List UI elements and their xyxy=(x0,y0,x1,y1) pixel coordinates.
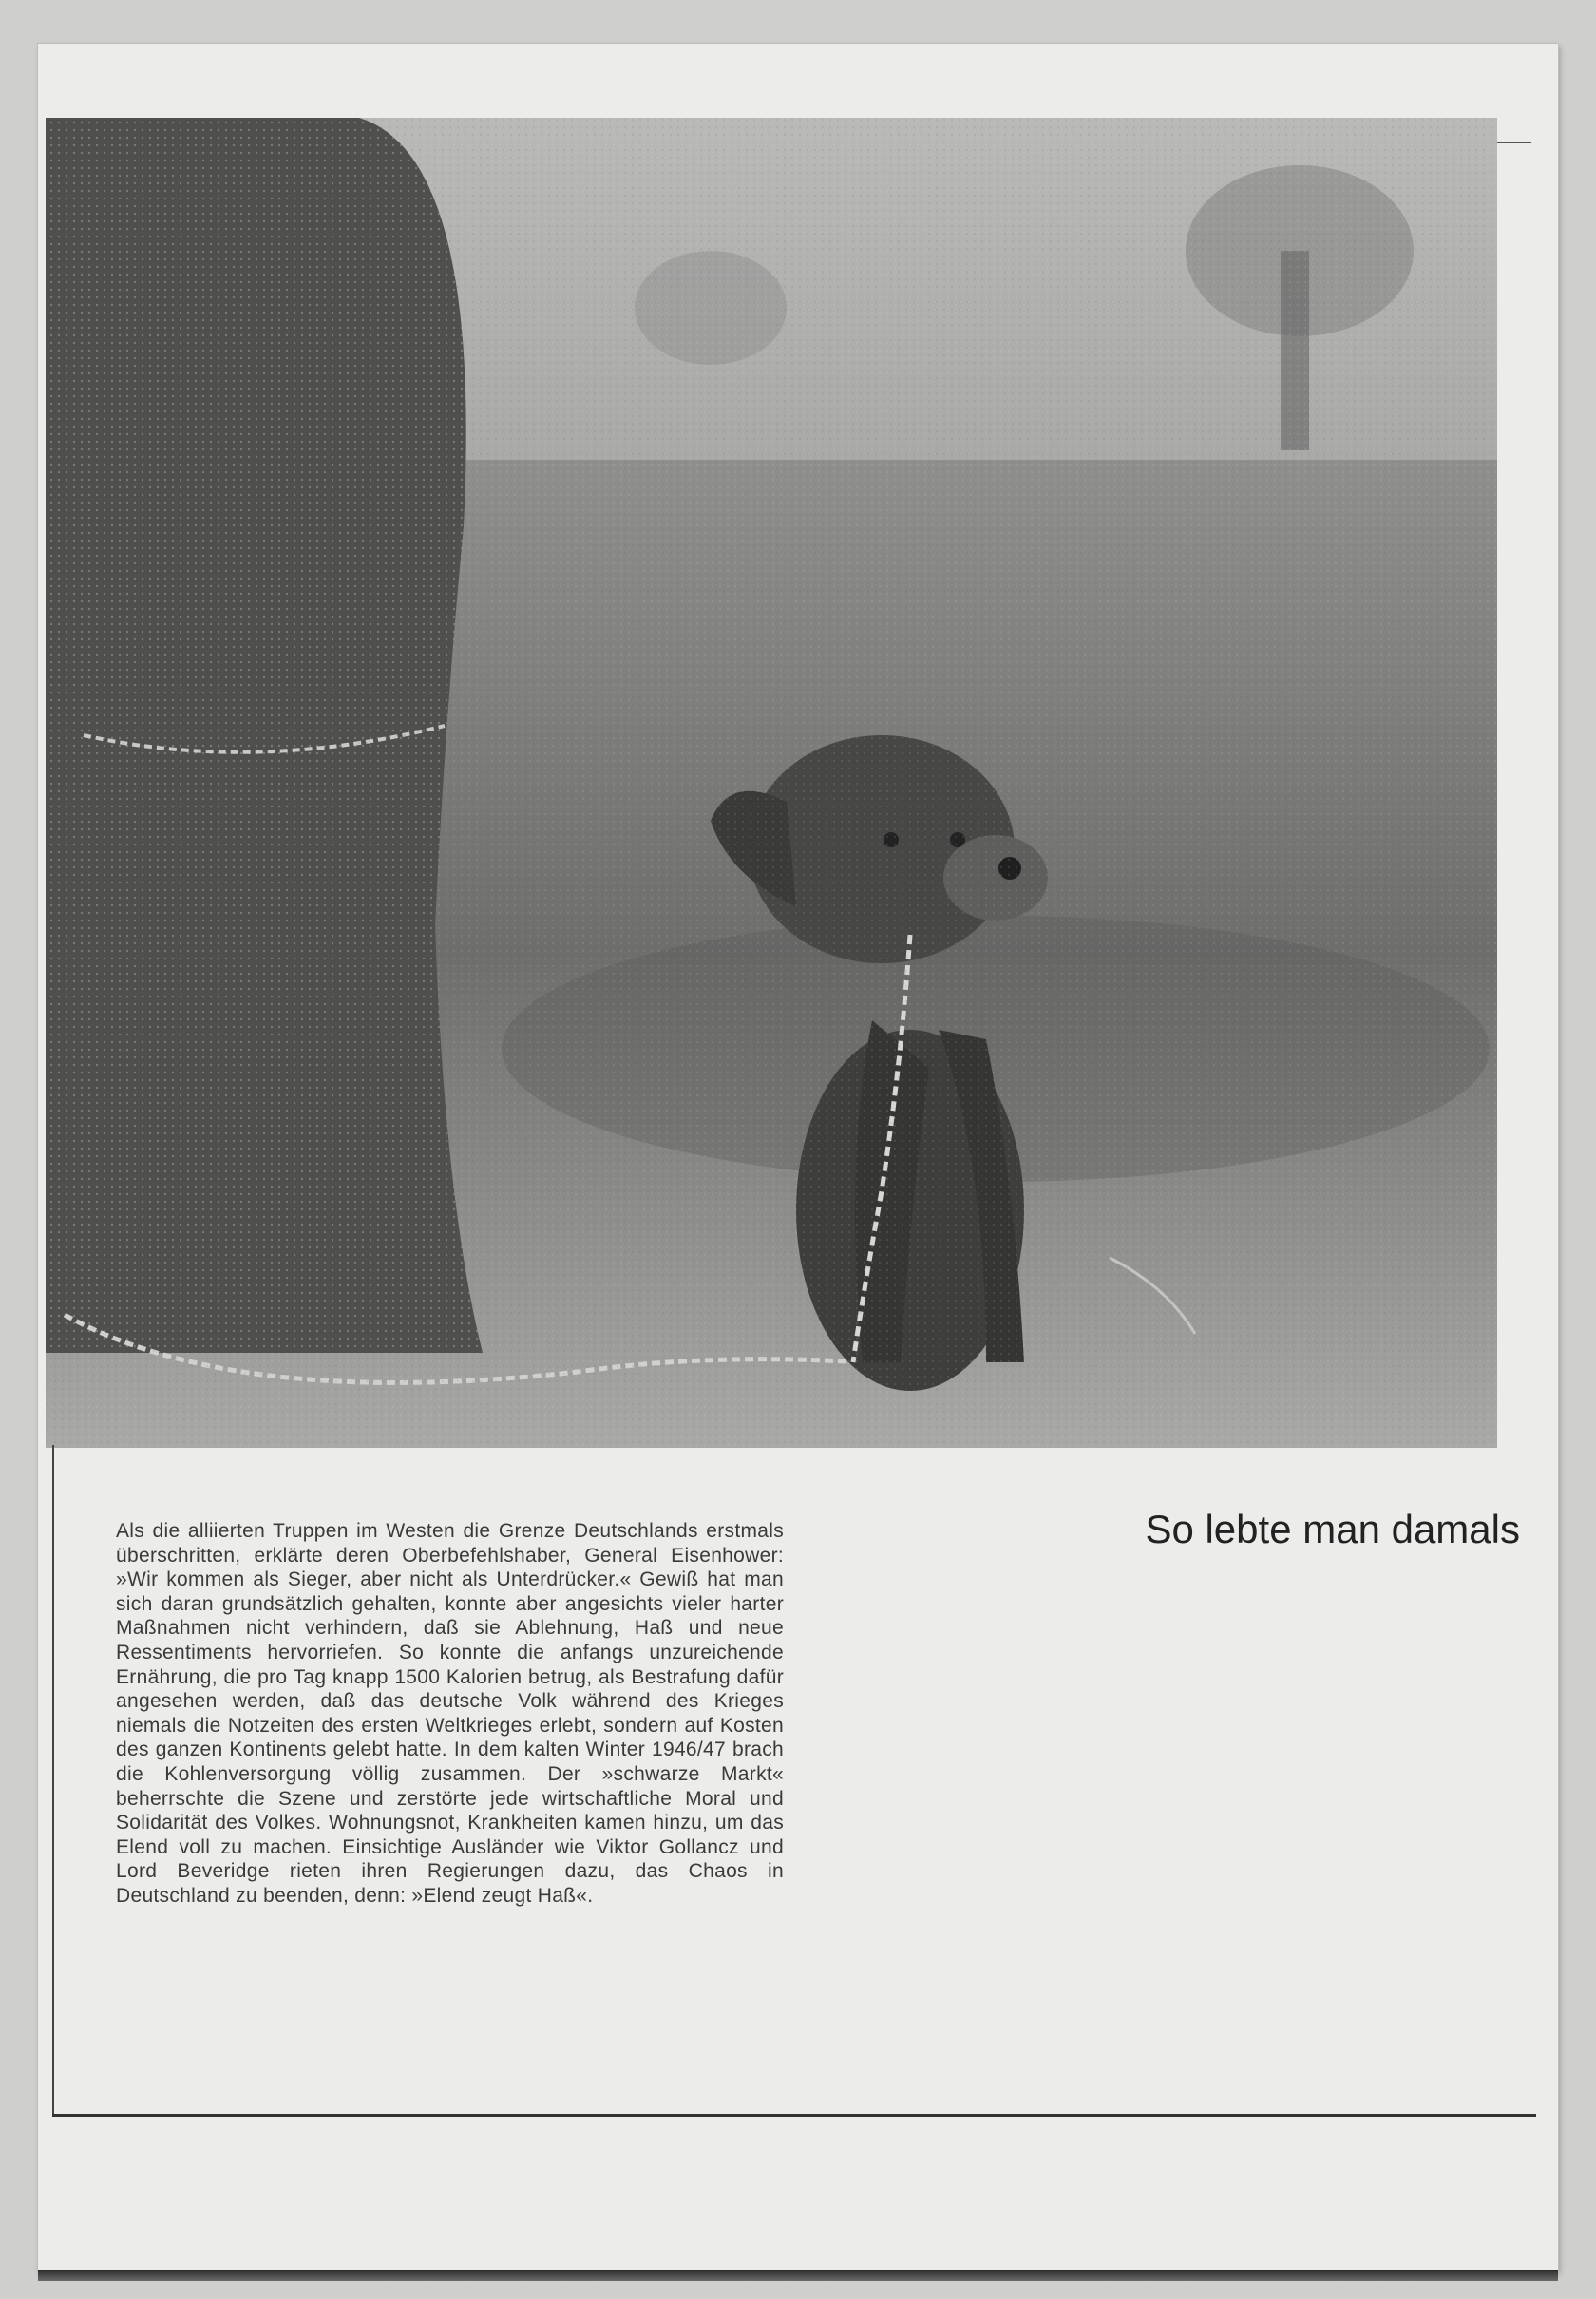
article-headline: So lebte man damals xyxy=(1145,1507,1520,1551)
bottom-rule xyxy=(52,2114,1536,2117)
article-body-text: Als die alliierten Truppen im Westen die Grenze Deutschlands erstmals überschritten, erklärte deren Oberbefehlshaber, General Eisenhower: »Wir kommen als Sieger, aber nicht als Unterdrücker.« Gewiß hat man sich daran grundsätzlich gehalten, konnte aber angesichts vieler harter Maßnahmen nicht verhindern, daß sie Ablehnung, Haß und neue Ressentiments hervorriefen. So konnte die anfangs unzureichende Ernährung, die pro Tag knapp 1500 Kalorien betrug, als Bestrafung dafür angesehen werden, daß das deutsche Volk während des Krieges niemals die Notzeiten des ersten Weltkrieges erlebt, sondern auf Kosten des ganzen Kontinents gelebt hatte. In dem kalten Winter 1946/47 brach die Kohlenversorgung völlig zusammen. Der »schwarze Markt« beherrschte die Szene und zerstörte jede wirtschaftliche Moral und Solidarität des Volkes. Wohnungsnot, Krankheiten kamen hinzu, um das Elend voll zu machen. Einsichtige Ausländer wie Viktor Gollancz und Lord Beveridge rieten ihren Regierungen dazu, das Chaos in Deutschland zu beenden, denn: »Elend zeugt Haß«. xyxy=(116,1520,784,1907)
album-page xyxy=(38,44,1558,2271)
photo-chained-puppy xyxy=(46,118,1497,1448)
left-rule xyxy=(52,1445,54,2116)
binder-bottom-edge xyxy=(38,2270,1558,2281)
photo-illustration xyxy=(46,118,1497,1448)
